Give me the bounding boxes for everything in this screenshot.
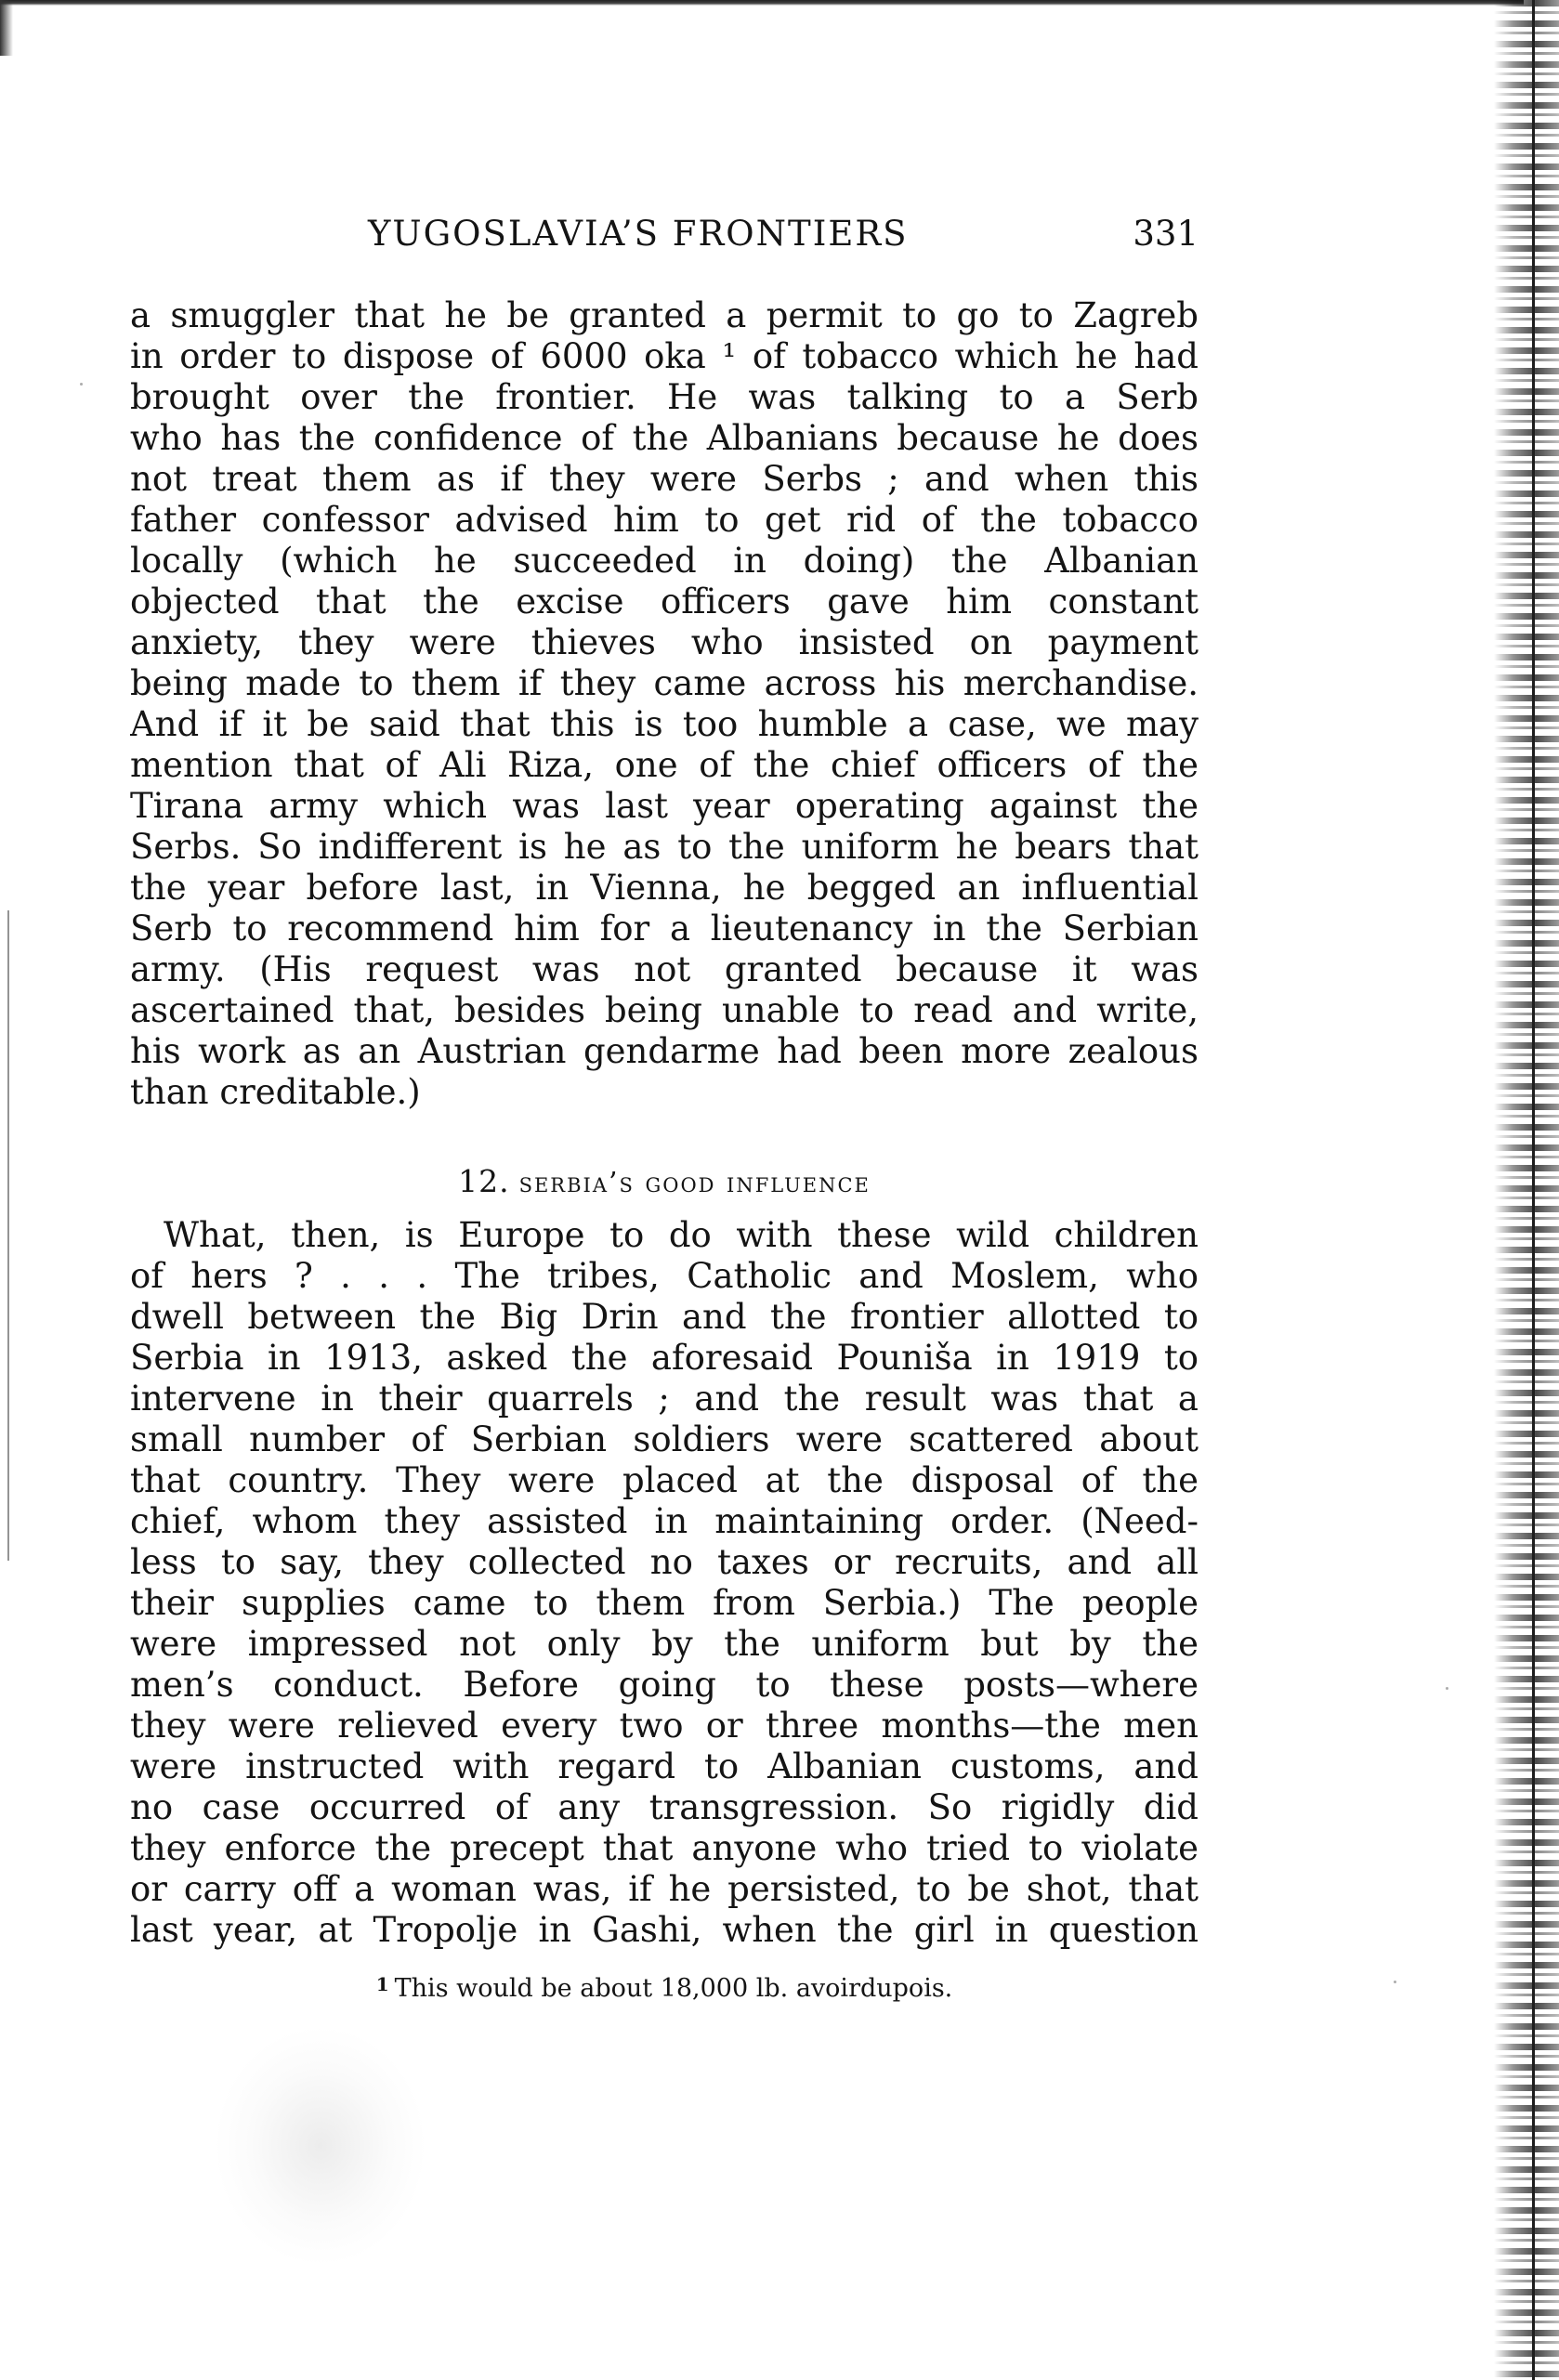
text-line: less to say, they collected no taxes or recruits, and all (130, 1542, 1199, 1582)
text-line: What, then, is Europe to do with these wild children (164, 1215, 1199, 1255)
paragraph (130, 1215, 1199, 1951)
text-line: not treat them as if they were Serbs ; and when this (130, 459, 1199, 499)
text-line: in order to dispose of 6000 oka ¹ of tobacco which he had (130, 336, 1199, 376)
text-line: of hers ? . . . The tribes, Catholic and Moslem, who (130, 1256, 1199, 1296)
text-line: ascertained that, besides being unable to read and write, (130, 990, 1199, 1030)
text-line: locally (which he succeeded in doing) the Albanian (130, 541, 1199, 581)
text-line: mention that of Ali Riza, one of the chief officers of the (130, 745, 1199, 785)
text-line: that country. They were placed at the disposal of the (130, 1460, 1199, 1500)
text-line: a smuggler that he be granted a permit to go to Zagreb (130, 295, 1199, 335)
scan-smudge (214, 2025, 427, 2267)
scan-speck (1394, 1981, 1396, 1983)
text-line: men’s conduct. Before going to these posts—where (130, 1665, 1199, 1705)
text-line: who has the confidence of the Albanians because he does (130, 418, 1199, 458)
text-line: anxiety, they were thieves who insisted on payment (130, 622, 1199, 662)
section-heading (130, 1161, 1199, 1204)
text-line: were instructed with regard to Albanian customs, and (130, 1746, 1199, 1786)
scan-top-edge (0, 0, 1524, 6)
section-number: 12. (458, 1163, 510, 1199)
paragraph-continued (130, 295, 1199, 1113)
text-line: intervene in their quarrels ; and the result was that a (130, 1379, 1199, 1419)
text-line: no case occurred of any transgression. So rigidly did (130, 1787, 1199, 1827)
text-line: chief, whom they assisted in maintaining order. (Need- (130, 1501, 1199, 1541)
scan-left-margin-mark (7, 910, 9, 1561)
text-line: they enforce the precept that anyone who tried to violate (130, 1828, 1199, 1868)
section-title: serbia’s good influence (518, 1167, 871, 1199)
text-line: the year before last, in Vienna, he begged an influential (130, 868, 1199, 908)
text-line: or carry off a woman was, if he persisted, to be shot, that (130, 1869, 1199, 1909)
text-line: Serb to recommend him for a lieutenancy in the Serbian (130, 909, 1199, 948)
text-line: last year, at Tropolje in Gashi, when the girl in question (130, 1910, 1199, 1950)
scan-binding-line (1532, 0, 1535, 2380)
text-line: father confessor advised him to get rid of the tobacco (130, 500, 1199, 540)
scan-speck (80, 383, 83, 386)
running-head (368, 208, 1199, 260)
text-line: And if it be said that this is too humble a case, we may (130, 704, 1199, 744)
footnote-text: This would be about 18,000 lb. avoirdupois. (394, 1974, 953, 2003)
text-line: Serbs. So indifferent is he as to the uniform he bears that (130, 827, 1199, 867)
text-line: Serbia in 1913, asked the aforesaid Pouniša in 1919 to (130, 1338, 1199, 1378)
scan-corner-shadow (0, 0, 13, 56)
text-line: their supplies came to them from Serbia.) The people (130, 1583, 1199, 1623)
footnote-marker: 1 (375, 1973, 389, 1995)
text-line: small number of Serbian soldiers were scattered about (130, 1419, 1199, 1459)
text-line: Tirana army which was last year operating against the (130, 786, 1199, 826)
text-line: than creditable.) (130, 1072, 421, 1112)
text-line: army. (His request was not granted because it was (130, 949, 1199, 989)
page-number: 331 (1133, 214, 1199, 254)
text-line: his work as an Austrian gendarme had been more zealous (130, 1031, 1199, 1071)
scan-speck (1446, 1687, 1448, 1690)
running-head-title: YUGOSLAVIA’S FRONTIERS (368, 214, 909, 254)
text-line: objected that the excise officers gave him constant (130, 582, 1199, 621)
text-line: being made to them if they came across his merchandise. (130, 663, 1199, 703)
text-line: dwell between the Big Drin and the frontier allotted to (130, 1297, 1199, 1337)
scan-binding-edge (1494, 0, 1559, 2380)
text-line: they were relieved every two or three months—the men (130, 1706, 1199, 1746)
text-line: brought over the frontier. He was talking to a Serb (130, 377, 1199, 417)
footnote (130, 1966, 1199, 2007)
text-line: were impressed not only by the uniform but by the (130, 1624, 1199, 1664)
